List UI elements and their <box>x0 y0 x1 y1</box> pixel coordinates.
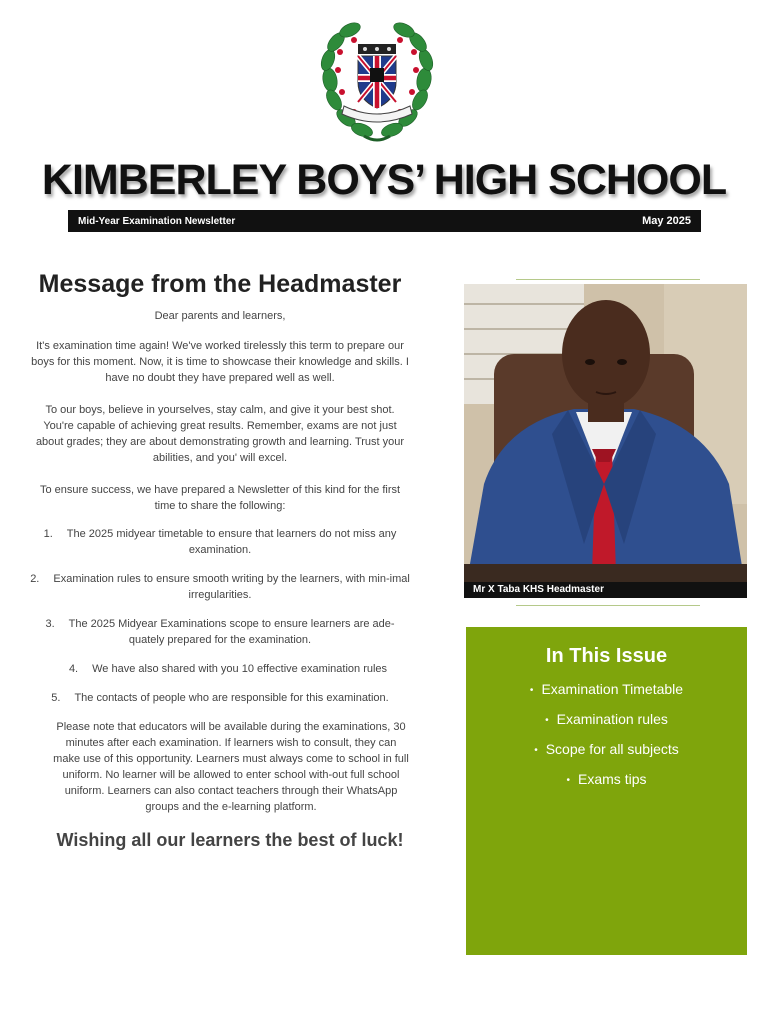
headmaster-photo <box>464 284 747 598</box>
issue-item: • Scope for all subjects <box>466 738 747 768</box>
banner-date: May 2025 <box>642 215 691 227</box>
issue-list <box>466 678 747 798</box>
list-item: 2. Examination rules to ensure smooth writing by the learners, with min-imal irregularities. <box>30 573 410 601</box>
message-paragraph: To our boys, believe in yourselves, stay calm, and give it your best shot. You're capable of achieving great results. Remember, exams are not just about grades; they are about demonstrating growth and learning. Trust your abilities, and you' will excel. <box>35 404 405 464</box>
message-title: Message from the Headmaster <box>38 270 402 298</box>
list-item: 4. We have also shared with you 10 effective examination rules <box>68 663 388 675</box>
issue-item: • Exams tips <box>466 768 747 798</box>
message-paragraph: To ensure success, we have prepared a Newsletter of this kind for the first time to share the following: <box>39 484 401 512</box>
in-this-issue-title: In This Issue <box>545 645 668 667</box>
message-paragraph: Please note that educators will be available during the examinations, 30 minutes after each examination. If learners wish to consult, they can make use of this opportunity. Learners must always come to school in full uniform. No learner will be allowed to enter school with-out full school uniform. Learners can also contact teachers through their WhatsApp groups and the e-learning platform. <box>53 721 409 813</box>
school-crest-logo <box>314 18 440 148</box>
in-this-issue-panel <box>466 627 747 955</box>
closing-line: Wishing all our learners the best of luck! <box>56 830 404 850</box>
list-item: 5. The contacts of people who are responsible for this examination. <box>51 692 389 704</box>
photo-caption: Mr X Taba KHS Headmaster <box>464 582 747 598</box>
headmaster-message <box>30 268 410 851</box>
issue-item: • Examination rules <box>466 708 747 738</box>
headmaster-portrait-image <box>464 284 747 598</box>
divider <box>516 279 700 280</box>
message-greeting: Dear parents and learners, <box>154 310 286 322</box>
newsletter-banner <box>68 210 701 232</box>
message-paragraph: It's examination time again! We've worked tirelessly this term to prepare our boys for this moment. Now, it is time to showcase their knowledge and skills. I have no doubt they have prepared well as well. <box>31 340 409 384</box>
issue-item: • Examination Timetable <box>466 678 747 708</box>
list-item: 3. The 2025 Midyear Examinations scope to ensure learners are ade-quately prepared for the examination. <box>45 618 395 646</box>
banner-title: Mid-Year Examination Newsletter <box>78 215 236 227</box>
divider <box>516 605 700 606</box>
list-item: 1. The 2025 midyear timetable to ensure that learners do not miss any examination. <box>43 528 397 556</box>
school-name: KIMBERLEY BOYS’ HIGH SCHOOL <box>41 156 727 204</box>
